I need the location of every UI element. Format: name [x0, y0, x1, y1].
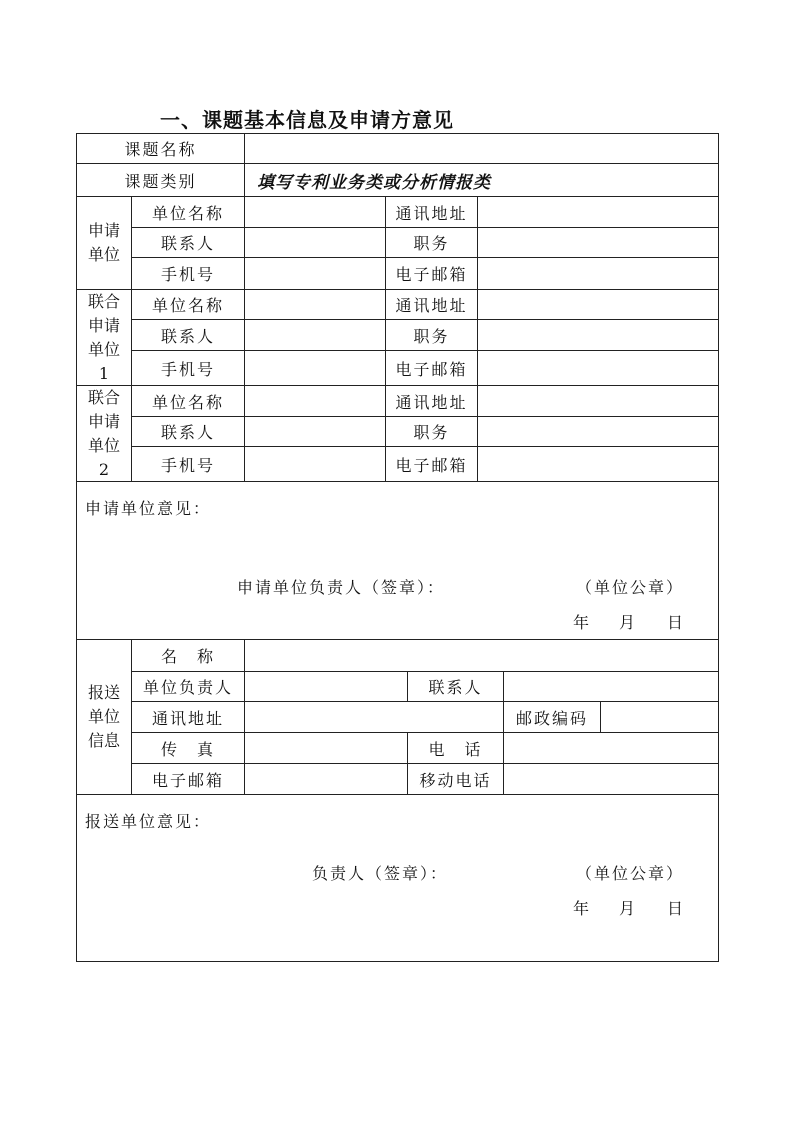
label-line: 申请 [87, 315, 120, 335]
date-month: 月 [619, 613, 638, 632]
topic-category-label: 课题类别 [124, 171, 197, 191]
joint-unit-1-label [77, 290, 131, 385]
submit-mobile-label: 移动电话 [419, 770, 492, 790]
col-divider [503, 732, 504, 794]
email-label: 电子邮箱 [395, 359, 468, 379]
page-title: 一、课题基本信息及申请方意见 [160, 108, 454, 132]
mobile-label: 手机号 [160, 455, 215, 475]
submitting-unit-label [77, 640, 131, 794]
date-day: 日 [667, 899, 686, 918]
submit-fax-label: 传 真 [160, 739, 215, 759]
submit-name-label: 名 称 [160, 647, 215, 666]
date-month: 月 [619, 899, 638, 918]
topic-name-field[interactable] [245, 134, 718, 163]
contact-label: 联系人 [160, 326, 215, 346]
unit-name-label: 单位名称 [151, 296, 224, 315]
label-line: 联合 [87, 387, 120, 407]
address-label: 通讯地址 [395, 203, 468, 223]
email-label: 电子邮箱 [395, 455, 468, 475]
submitting-seal-label: （单位公章） [576, 864, 685, 883]
col-divider [244, 196, 245, 481]
submitting-opinion-label: 报送单位意见： [85, 812, 212, 831]
label-line: 1 [98, 363, 110, 383]
address-label: 通讯地址 [395, 296, 468, 315]
submitting-signature-label: 负责人（签章）： [312, 864, 449, 883]
label-line: 单位 [87, 245, 120, 264]
application-form-table [76, 133, 719, 962]
address-label: 通讯地址 [395, 392, 468, 412]
label-line: 单位 [87, 339, 120, 359]
applicant-signature-label: 申请单位负责人（签章）： [237, 578, 446, 597]
applicant-unit-label [77, 197, 131, 289]
col-divider [477, 196, 478, 481]
mobile-label: 手机号 [160, 359, 215, 379]
joint-unit-2-label [77, 386, 131, 481]
position-label: 职务 [413, 423, 450, 442]
contact-label: 联系人 [160, 234, 215, 253]
unit-name-label: 单位名称 [151, 203, 224, 223]
applicant-seal-label: （单位公章） [576, 578, 685, 597]
col-divider [244, 639, 245, 794]
date-year: 年 [573, 613, 592, 632]
row-divider [77, 481, 718, 482]
topic-category-field[interactable]: 填写专利业务类或分析情报类 [257, 172, 491, 193]
submit-head-label: 单位负责人 [142, 678, 233, 697]
applicant-opinion-label: 申请单位意见： [85, 499, 212, 518]
label-line: 申请 [87, 411, 120, 431]
submit-postcode-label: 邮政编码 [515, 708, 588, 728]
position-label: 职务 [413, 326, 450, 346]
row-divider [77, 794, 718, 795]
label-line: 单位 [87, 435, 120, 455]
date-day: 日 [667, 613, 686, 632]
label-line: 2 [98, 459, 110, 479]
date-year: 年 [573, 899, 592, 918]
submit-phone-label: 电 话 [428, 739, 483, 759]
submit-address-label: 通讯地址 [151, 708, 224, 728]
label-line: 联合 [87, 291, 120, 311]
submit-contact-label: 联系人 [428, 678, 483, 697]
label-line: 单位 [87, 707, 120, 726]
email-label: 电子邮箱 [395, 265, 468, 284]
mobile-label: 手机号 [160, 265, 215, 284]
unit-name-label: 单位名称 [151, 392, 224, 412]
topic-name-label: 课题名称 [124, 140, 197, 159]
label-line: 报送 [87, 683, 120, 702]
submit-email-label: 电子邮箱 [151, 770, 224, 790]
col-divider [503, 671, 504, 701]
position-label: 职务 [413, 234, 450, 253]
col-divider [600, 701, 601, 732]
label-line: 信息 [87, 731, 120, 750]
label-line: 申请 [87, 221, 120, 240]
contact-label: 联系人 [160, 423, 215, 442]
